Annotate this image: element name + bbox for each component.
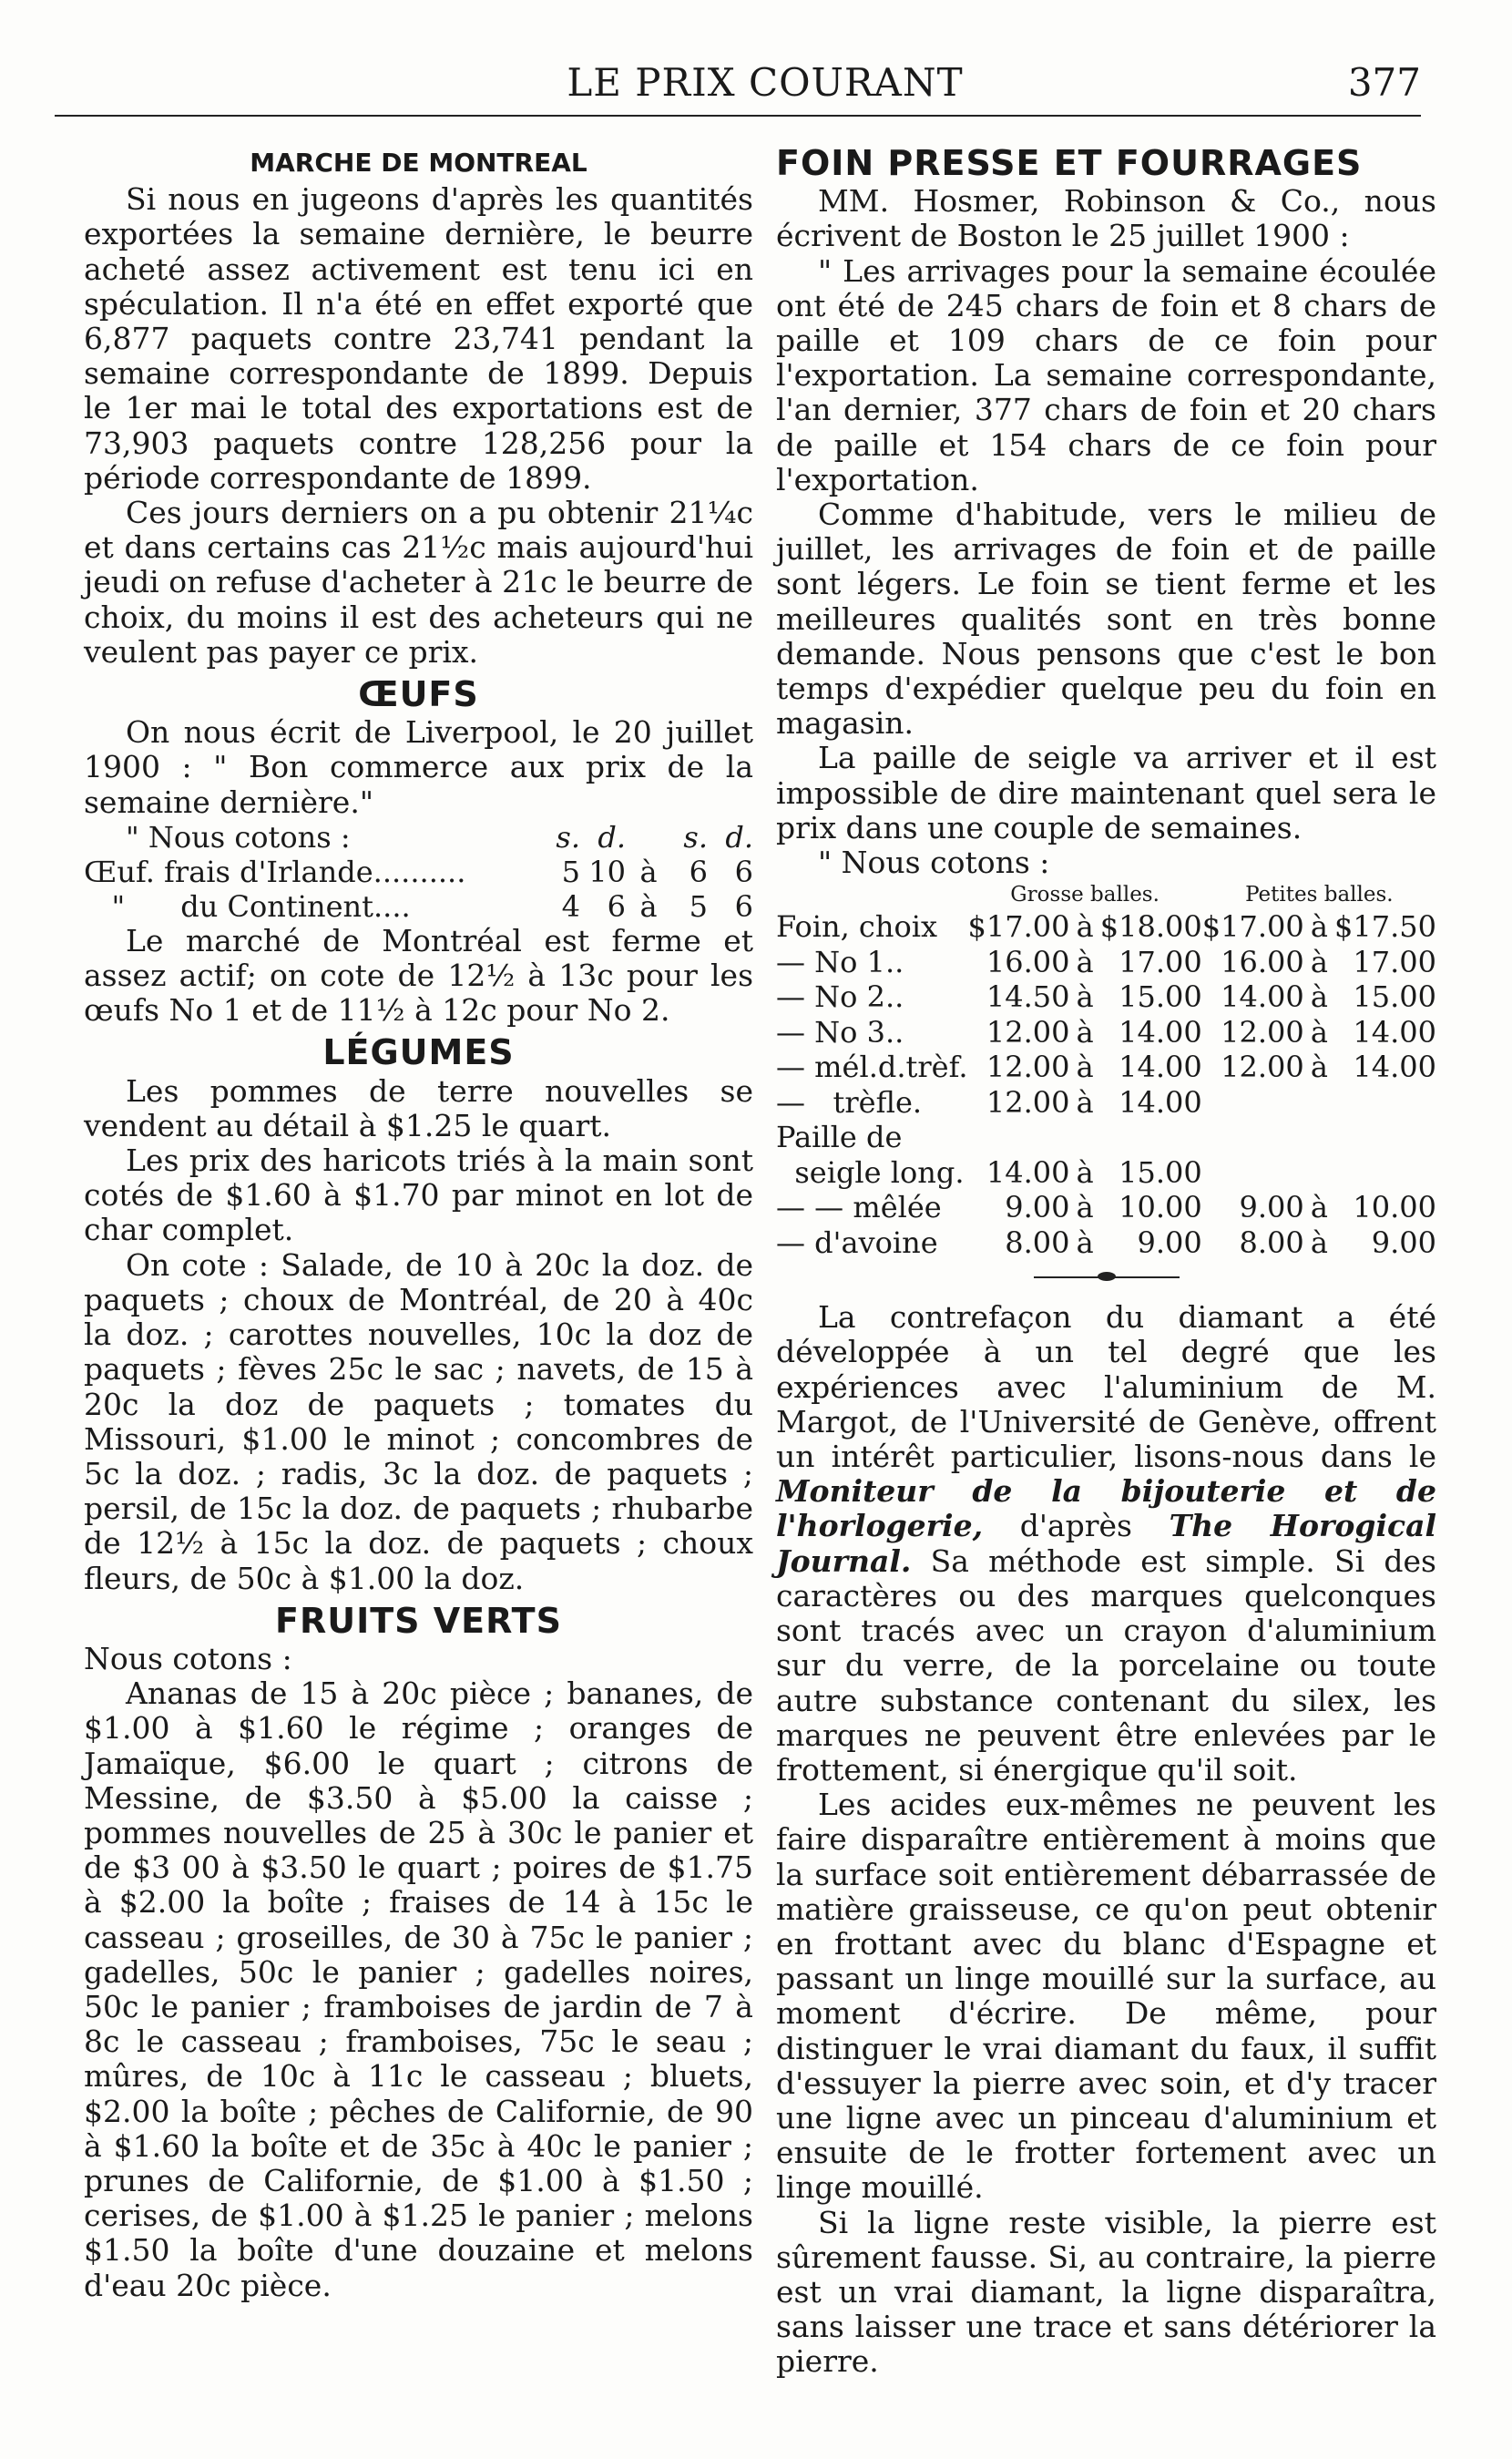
foin-paragraph-5: " Nous cotons : bbox=[818, 845, 1050, 881]
table-cell: 17.00 bbox=[1353, 944, 1436, 979]
table-row bbox=[776, 979, 1436, 1015]
table-cell bbox=[1334, 1120, 1436, 1155]
table-cell: à bbox=[1310, 1014, 1328, 1050]
table-cell: à bbox=[1076, 1190, 1094, 1225]
table-cell: d. bbox=[598, 819, 626, 855]
table-cell: à bbox=[639, 854, 658, 889]
table-cell: 14.00 bbox=[1353, 1050, 1436, 1085]
table-cell: d. bbox=[725, 819, 753, 855]
table-cell: 10.00 bbox=[1119, 1190, 1202, 1225]
marche-paragraph-1: Si nous en jugeons d'après les quantités exportées la semaine dernière, le beurre acheté assez activement est tenu ici en spéculation. Il n'a été en effet exporté que 6,877 paquets contre 23,741 pendant la semaine correspondante de 1899. Depuis le 1er mai le total des exportations est de 73,903 paquets contre 128,256 pour la période correspondante de 1899. bbox=[84, 181, 753, 496]
table-cell: 14.50 bbox=[986, 979, 1070, 1015]
table-cell: s. bbox=[683, 819, 708, 855]
fruits-intro: Nous cotons : bbox=[84, 1640, 292, 1676]
table-cell: — No 2.. bbox=[776, 979, 904, 1015]
table-row bbox=[84, 855, 753, 889]
fruits-paragraph: Ananas de 15 à 20c pièce ; bananes, de $1.00 à $1.60 le régime ; oranges de Jamaïque, $6.00 le quart ; citrons de Messine, de $3.50 à $5.00 la caisse ; pommes nouvelles de 25 à 30c le panier et de $3 00 à $3.50 le quart ; poires de $1.75 à $2.00 la boîte ; fraises de 14 à 15c le casseau ; groseilles, de 30 à 75c le panier ; gadelles, 50c le panier ; gadelles noires, 50c le panier ; framboises de jardin de 7 à 8c le casseau ; framboises, 75c le seau ; mûres, de 10c à 11c le casseau ; bluets, $2.00 la boîte ; pêches de Californie, de 90 à $1.60 la boîte et de 35c à 40c le panier ; prunes de Californie, de $1.00 à $1.50 ; cerises, de $1.00 à $1.25 le panier ; melons $1.50 la boîte d'une douzaine et melons d'eau 20c pièce. bbox=[84, 1675, 753, 2303]
table-cell: à bbox=[1310, 979, 1328, 1015]
journal-title: Moniteur de la bijouterie et de l'horlogerie, bbox=[776, 1473, 1436, 1544]
table-cell: 15.00 bbox=[1119, 979, 1202, 1015]
table-cell: 12.00 bbox=[986, 1084, 1070, 1120]
table-cell bbox=[1202, 1085, 1304, 1121]
left-column bbox=[84, 146, 753, 2303]
table-cell: — No 3.. bbox=[776, 1014, 904, 1050]
table-cell: à bbox=[1310, 1050, 1328, 1085]
foin-heading: FOIN PRESSE ET FOURRAGES bbox=[776, 143, 1363, 183]
table-cell: 9.00 bbox=[1005, 1190, 1070, 1225]
table-header-grosse: Grosse balles. bbox=[1010, 883, 1160, 907]
table-cell bbox=[1304, 1120, 1334, 1155]
table-cell: $18.00 bbox=[1099, 909, 1202, 945]
table-cell: 6 bbox=[734, 888, 753, 924]
table-cell: à bbox=[1076, 1084, 1094, 1120]
foin-paragraph-2: " Les arrivages pour la semaine écoulée ont été de 245 chars de foin et 8 chars de paille et 109 chars de ce foin pour l'exportation. La semaine correspondante, l'an dernier, 377 chars de foin et 20 chars de paille et 154 chars de ce foin pour l'exportation. bbox=[776, 252, 1436, 497]
table-cell: 10 bbox=[588, 854, 626, 889]
diamant-text-b: d'après bbox=[983, 1508, 1170, 1544]
table-cell: à bbox=[1076, 1224, 1094, 1260]
table-cell: — No 1.. bbox=[776, 944, 904, 979]
section-separator bbox=[1034, 1276, 1180, 1278]
table-cell: à bbox=[1310, 909, 1328, 945]
table-cell: 4 bbox=[561, 888, 580, 924]
table-cell: " du Continent.... bbox=[84, 888, 411, 924]
diamant-text-a: La contrefaçon du diamant a été développée à un tel degré que les expériences avec l'aluminium de M. Margot, de l'Université de Genève, offrent un intérêt particulier, lisons-nous dans le bbox=[776, 1299, 1436, 1475]
source-title: The Horogical Journal. bbox=[776, 1508, 1436, 1579]
table-cell: à bbox=[1076, 909, 1094, 945]
table-cell: — — mêlée bbox=[776, 1190, 942, 1225]
table-cell: $17.50 bbox=[1334, 909, 1436, 945]
table-cell: 9.00 bbox=[1239, 1190, 1304, 1225]
table-cell: 14.00 bbox=[1119, 1014, 1202, 1050]
table-cell: 6 bbox=[734, 854, 753, 889]
table-row bbox=[776, 1155, 1436, 1191]
table-cell: 8.00 bbox=[1005, 1224, 1070, 1260]
table-row bbox=[776, 1225, 1436, 1261]
page-title: LE PRIX COURANT bbox=[567, 60, 964, 105]
table-cell: Foin, choix bbox=[776, 909, 937, 945]
table-cell bbox=[1202, 1120, 1304, 1155]
table-cell: 12.00 bbox=[1221, 1050, 1304, 1085]
table-cell: 10.00 bbox=[1353, 1190, 1436, 1225]
table-cell: — mél.d.trèf. bbox=[776, 1050, 968, 1085]
table-cell bbox=[967, 1120, 1069, 1155]
table-cell: 14.00 bbox=[1221, 979, 1304, 1015]
table-cell: 6 bbox=[607, 888, 626, 924]
legumes-paragraph-1: Les pommes de terre nouvelles se vendent au détail à $1.25 le quart. bbox=[84, 1072, 753, 1143]
diamant-paragraph-3: Si la ligne reste visible, la pierre est sûrement fausse. Si, au contraire, la pierre est un vrai diamant, la ligne disparaîtra, sans laisser une trace et sans détériorer la pierre. bbox=[776, 2204, 1436, 2380]
table-cell: à bbox=[1310, 1190, 1328, 1225]
table-cell: 9.00 bbox=[1137, 1224, 1202, 1260]
table-cell: 9.00 bbox=[1371, 1224, 1436, 1260]
table-cell: 17.00 bbox=[1119, 944, 1202, 979]
table-cell: 12.00 bbox=[1221, 1014, 1304, 1050]
table-cell: à bbox=[1076, 1154, 1094, 1190]
table-cell bbox=[1334, 1085, 1436, 1121]
table-cell: à bbox=[1076, 1014, 1094, 1050]
table-cell: 12.00 bbox=[986, 1014, 1070, 1050]
marche-heading: MARCHE DE MONTREAL bbox=[250, 148, 587, 178]
legumes-paragraph-3: On cote : Salade, de 10 à 20c la doz. de paquets ; choux de Montréal, de 20 à 40c la doz. ; carottes nouvelles, 10c la doz de paquets ; fèves 25c le sac ; navets, de 15 à 20c la doz de paquets ; tomates du Missouri, $1.00 le minot ; concombres de 5c la doz. ; radis, 3c la doz. de paquets ; persil, de 15c la doz. de paquets ; rhubarbe de 12½ à 15c la doz. de paquets ; choux fleurs, de 50c à $1.00 la doz. bbox=[84, 1246, 753, 1596]
table-cell: 12.00 bbox=[986, 1050, 1070, 1085]
table-row bbox=[776, 1190, 1436, 1225]
table-cell: à bbox=[1076, 1050, 1094, 1085]
table-cell: 6 bbox=[689, 854, 708, 889]
table-cell: s. bbox=[556, 819, 580, 855]
foin-paragraph-3: Comme d'habitude, vers le milieu de juillet, les arrivages de foin et de paille sont légers. Le foin se tient ferme et les meilleures qualités sont en très bonne demande. Nous pensons que c'est le bon temps d'expédier quelque peu du foin en magasin. bbox=[776, 497, 1436, 742]
table-cell: " Nous cotons : bbox=[126, 819, 351, 855]
legumes-paragraph-2: Les prix des haricots triés à la main sont cotés de $1.60 à $1.70 par minot en lot de char complet. bbox=[84, 1142, 753, 1248]
table-cell: 5 bbox=[561, 854, 580, 889]
page-header bbox=[55, 58, 1476, 109]
table-row bbox=[776, 1050, 1436, 1085]
table-cell: seigle long. bbox=[776, 1154, 965, 1190]
oeufs-paragraph-2: Le marché de Montréal est ferme et assez actif; on cote de 12½ à 13c pour les œufs No 1 et de 11½ à 12c pour No 2. bbox=[84, 922, 753, 1029]
page-number: 377 bbox=[1347, 60, 1421, 105]
table-cell: à bbox=[1310, 944, 1328, 979]
table-cell bbox=[1304, 1155, 1334, 1191]
table-cell: — trèfle. bbox=[776, 1084, 923, 1120]
foin-paragraph-4: La paille de seigle va arriver et il est impossible de dire maintenant quel sera le prix dans une couple de semaines. bbox=[776, 740, 1436, 845]
table-cell: 15.00 bbox=[1353, 979, 1436, 1015]
table-cell: 8.00 bbox=[1239, 1224, 1304, 1260]
table-cell: 5 bbox=[689, 888, 708, 924]
separator-ornament bbox=[1098, 1272, 1116, 1281]
table-cell: 14.00 bbox=[1353, 1014, 1436, 1050]
diamant-paragraph-2: Les acides eux-mêmes ne peuvent les faire disparaître entièrement à moins que la surface soit entièrement débarrassée de matière graisseuse, ce qu'on peut obtenir en frottant avec du blanc d'Espagne et passant un linge mouillé sur la surface, au moment d'écrire. De même, pour distinguer le vrai diamant du faux, il suffit d'essuyer la pierre avec soin, et d'y tracer une ligne avec un pinceau d'aluminium et ensuite de le frotter fortement avec un linge mouillé. bbox=[776, 1787, 1436, 2206]
diamant-paragraph-1 bbox=[776, 1300, 1436, 1788]
table-cell: à bbox=[1076, 979, 1094, 1015]
table-cell: à bbox=[1076, 944, 1094, 979]
legumes-heading: LÉGUMES bbox=[322, 1032, 515, 1073]
foin-paragraph-1: MM. Hosmer, Robinson & Co., nous écrivent de Boston le 25 juillet 1900 : bbox=[776, 183, 1436, 254]
table-cell: 15.00 bbox=[1119, 1154, 1202, 1190]
table-row bbox=[776, 1120, 1436, 1155]
header-rule bbox=[55, 115, 1421, 117]
oeufs-paragraph-1: On nous écrit de Liverpool, le 20 juillet 1900 : " Bon commerce aux prix de la semaine dernière." bbox=[84, 714, 753, 820]
table-row bbox=[776, 1085, 1436, 1121]
foin-table-body bbox=[776, 909, 1436, 1260]
table-cell: $17.00 bbox=[1201, 909, 1304, 945]
oeufs-price-table bbox=[84, 820, 753, 924]
table-cell bbox=[1069, 1120, 1099, 1155]
table-row bbox=[776, 945, 1436, 980]
table-row bbox=[84, 820, 753, 855]
table-cell bbox=[1202, 1155, 1304, 1191]
table-cell: 16.00 bbox=[986, 944, 1070, 979]
table-cell: à bbox=[1310, 1224, 1328, 1260]
table-cell: 14.00 bbox=[986, 1154, 1070, 1190]
table-header-petites: Petites balles. bbox=[1245, 883, 1394, 907]
table-cell bbox=[1304, 1085, 1334, 1121]
table-cell: 14.00 bbox=[1119, 1050, 1202, 1085]
table-row bbox=[776, 1015, 1436, 1050]
table-cell: — d'avoine bbox=[776, 1224, 938, 1260]
oeufs-heading: ŒUFS bbox=[358, 674, 479, 715]
foin-price-table bbox=[776, 880, 1436, 1260]
table-cell: Paille de bbox=[776, 1120, 903, 1155]
table-cell: 16.00 bbox=[1221, 944, 1304, 979]
table-cell: à bbox=[639, 888, 658, 924]
table-row bbox=[776, 909, 1436, 945]
fruits-heading: FRUITS VERTS bbox=[275, 1600, 562, 1641]
diamant-text-c: Sa méthode est simple. Si des caractères ou des marques quelconques sont tracés avec un crayon d'aluminium sur du verre, de la porcelaine ou toute autre substance contenant du silex, les marques ne peuvent être enlevées par le frottement, si énergique qu'il soit. bbox=[776, 1542, 1436, 1788]
table-cell bbox=[1100, 1120, 1202, 1155]
table-header-row bbox=[776, 880, 1436, 909]
right-column bbox=[776, 143, 1436, 2380]
table-row bbox=[84, 889, 753, 924]
table-cell: $17.00 bbox=[967, 909, 1070, 945]
marche-paragraph-2: Ces jours derniers on a pu obtenir 21¼c et dans certains cas 21½c mais aujourd'hui jeudi on refuse d'acheter à 21c le beurre de choix, du moins il est des acheteurs qui ne veulent pas payer ce prix. bbox=[84, 495, 753, 670]
table-cell: Œuf. frais d'Irlande.......... bbox=[84, 854, 466, 889]
table-cell bbox=[1334, 1155, 1436, 1191]
table-cell: 14.00 bbox=[1119, 1084, 1202, 1120]
